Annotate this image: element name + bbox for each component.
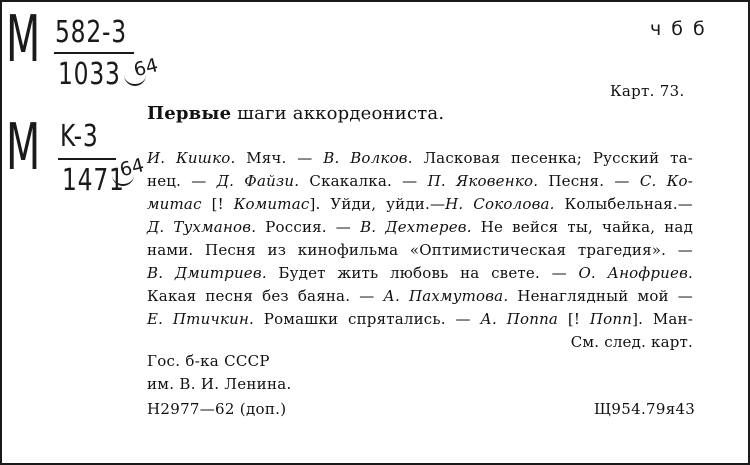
handwritten-number-2: 1471 [62, 163, 125, 198]
handwritten-letter-1: M [6, 3, 41, 77]
contents-line-9: См. след. карт. [570, 333, 693, 351]
title-rest: шаги аккордеониста. [231, 103, 445, 124]
handwritten-superscript-1: 64 [131, 54, 161, 82]
handwritten-code-2: K-3 [60, 119, 99, 154]
library-line-2: им. В. И. Ленина. [147, 375, 292, 393]
handwritten-corner-mark: ч б б [650, 18, 707, 40]
index-code: Щ954.79я43 [594, 400, 696, 418]
card-number: Карт. 73. [610, 82, 685, 100]
contents-line-2: нец. — Д. Файзи. Скакалка. — П. Яковенко. Песня. — С. Ко- [147, 172, 693, 190]
contents-line-7: Какая песня без баяна. — А. Пахмутова. Ненаглядный мой — [147, 287, 693, 305]
handwritten-code-1: 582-3 [55, 15, 127, 50]
handwritten-fraction-line-1 [54, 52, 134, 54]
registration-number: Н2977—62 (доп.) [147, 400, 287, 418]
contents-line-3: митас [! Комитас]. Уйди, уйди.—Н. Соколова. Колыбельная.— [147, 195, 694, 213]
handwritten-superscript-2: 64 [117, 154, 147, 182]
contents-line-6: В. Дмитриев. Будет жить любовь на свете. — О. Анофриев. [147, 264, 693, 282]
contents-line-4: Д. Тухманов. Россия. — В. Дехтерев. Не вейся ты, чайка, над [147, 218, 693, 236]
contents-line-1: И. Кишко. Мяч. — В. Волков. Ласковая песенка; Русский та- [147, 149, 693, 167]
handwritten-number-1: 1033 [58, 57, 121, 92]
contents-line-5: нами. Песня из кинофильма «Оптимистическая трагедия». — [147, 241, 693, 259]
handwritten-letter-2: M [6, 111, 41, 185]
library-line-1: Гос. б-ка СССР [147, 352, 270, 370]
title [147, 103, 444, 125]
contents-line-8: Е. Птичкин. Ромашки спрятались. — А. Поппа [! Попп]. Ман- [147, 310, 694, 328]
handwritten-fraction-line-2 [58, 158, 116, 160]
title-bold: Первые [147, 103, 232, 124]
